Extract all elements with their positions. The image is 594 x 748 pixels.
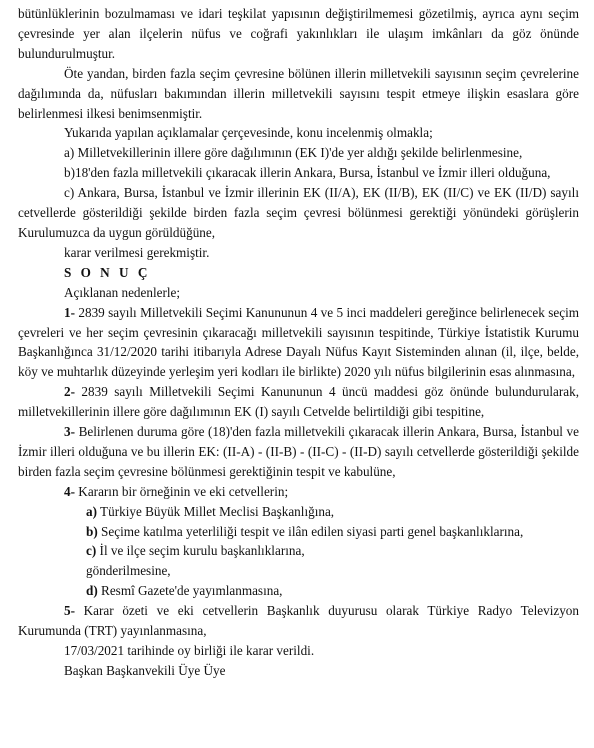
sub-text: Resmî Gazete'de yayımlanmasına, xyxy=(97,583,283,599)
section-heading-sonuc: S O N U Ç xyxy=(64,264,151,280)
recipient-c xyxy=(18,541,579,561)
item-number: 2- xyxy=(64,384,75,400)
sonuc-intro: Açıklanan nedenlerle; xyxy=(64,284,181,300)
sonuc-item-5 xyxy=(18,601,579,641)
paragraph-1: bütünlüklerinin bozulmaması ve idari teşkilat yapısının değiştirilmemesi gözetilmiş, ayrıca aynı seçim çevresinde yer alan ilçelerin nüfus ve coğrafi yakınlıkları ile ulaşım imkânları da göz önünde bulundurulmuştur. xyxy=(18,6,579,61)
sub-label: d) xyxy=(86,583,98,599)
sent-line: gönderilmesine, xyxy=(86,563,171,579)
paragraph-2: Öte yandan, birden fazla seçim çevresine bölünen illerin milletvekili sayısının seçim çevrelerine dağılımında da, nüfusları bakımından illerin milletvekili sayısını tespit etmeye ilişkin esaslara göre belirlenmesi ilkesi benimsenmiştir. xyxy=(18,65,579,121)
clause-b: b)18'den fazla milletvekili çıkaracak illerin Ankara, Bursa, İstanbul ve İzmir illeri olduğuna, xyxy=(64,165,551,181)
item-number: 3- xyxy=(64,424,75,440)
decision-statement: karar verilmesi gerekmiştir. xyxy=(64,244,210,260)
recipient-a xyxy=(18,502,579,522)
decision-date: 17/03/2021 tarihinde oy birliği ile karar verildi. xyxy=(64,643,315,658)
item-number: 1- xyxy=(64,304,75,320)
sonuc-item-3 xyxy=(18,422,579,482)
sonuc-item-1 xyxy=(18,303,579,383)
clause-c: c) Ankara, Bursa, İstanbul ve İzmir illerinin EK (II/A), EK (II/B), EK (II/C) ve EK (II/D) sayılı cetvellerde gösterildiği şekilde birden fazla seçim çevresi bölünmesi gerektiği yönündeki görüşlerin Kurulumuzca da uygun görüldüğüne, xyxy=(18,185,579,240)
sub-text: İl ve ilçe seçim kurulu başkanlıklarına, xyxy=(96,543,305,559)
sonuc-item-4 xyxy=(18,482,579,502)
item-text: Belirlenen duruma göre (18)'den fazla milletvekili çıkaracak illerin Ankara, Bursa, İstanbul ve İzmir illeri olduğuna ve bu illerin EK: (II-A) - (II-B) - (II-C) - (II-D) sayılı cetvellerde gösterildiği şekilde birden fazla seçim çevresine bölünmesi gerektiğinin tespit ve kabulüne, xyxy=(18,424,579,479)
sub-label: b) xyxy=(86,523,98,539)
sub-label: c) xyxy=(86,543,97,559)
item-text: 2839 sayılı Milletvekili Seçimi Kanununun 4 ve 5 inci maddeleri gereğince belirlenecek seçim çevreleri ve her seçim çevresinin çıkaracağı milletvekili sayısının tespitinde, Türkiye İstatistik Kurumu Başkanlığınca 31/12/2020 tarihi itibarıyla Adrese Dayalı Nüfus Kayıt Sisteminden alınan (il, ilçe, belde, köy ve muhtarlık düzeyinde yerleşim yeri kodları ile birlikte) 2020 yılı nüfus bilgilerinin esas alınmasına, xyxy=(18,304,579,380)
item-number: 5- xyxy=(64,603,75,619)
item-text: 2839 sayılı Milletvekili Seçimi Kanununun 4 üncü maddesi göz önünde bulundurularak, milletvekillerinin illere göre dağılımının EK (I) sayılı Cetvelde belirtildiği gibi tespitine, xyxy=(18,384,579,420)
paragraph-3: Yukarıda yapılan açıklamalar çerçevesinde, konu incelenmiş olmakla; xyxy=(64,125,433,141)
decision-document xyxy=(18,4,579,681)
sub-label: a) xyxy=(86,503,97,519)
item-number: 4- xyxy=(64,483,75,499)
recipient-d xyxy=(18,581,579,601)
recipient-b xyxy=(18,522,579,542)
item-text: Kararın bir örneğinin ve eki cetvellerin; xyxy=(75,483,289,499)
item-text: Karar özeti ve eki cetvellerin Başkanlık duyurusu olarak Türkiye Radyo Televizyon Kurumunda (TRT) yayınlanmasına, xyxy=(18,603,579,639)
sub-text: Seçime katılma yeterliliği tespit ve ilân edilen siyasi parti genel başkanlıklarına, xyxy=(97,523,524,539)
signature-titles-partial: Başkan Başkanvekili Üye Üye xyxy=(64,662,226,678)
sonuc-item-2 xyxy=(18,382,579,422)
clause-a: a) Milletvekillerinin illere göre dağılımının (EK I)'de yer aldığı şekilde belirlenmesine, xyxy=(64,145,523,161)
sub-text: Türkiye Büyük Millet Meclisi Başkanlığına, xyxy=(97,503,335,519)
